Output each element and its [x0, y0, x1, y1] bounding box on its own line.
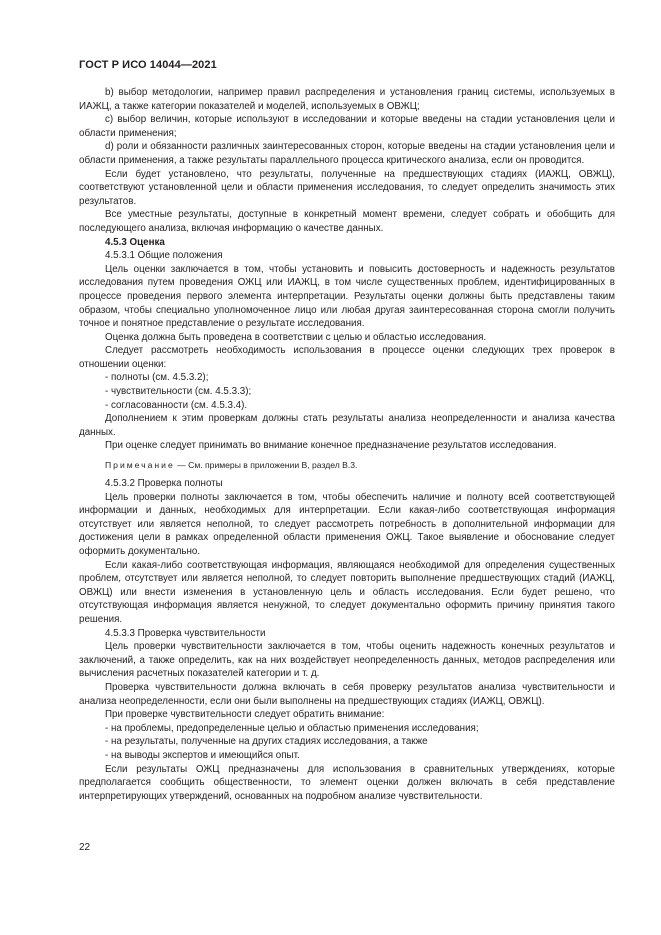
note-text: — См. примеры в приложении В, раздел В.3.: [174, 460, 358, 471]
section-4-5-3-1-title: 4.5.3.1 Общие положения: [105, 250, 223, 262]
paragraph-final-purpose: При оценке следует принимать во внимание конечное предназначение результатов исследования.: [105, 440, 557, 452]
paragraph-collect-results: Все уместные результаты, доступные в конкретный момент времени, следует собрать и обобщить для последующего анализа, включая информацию о качестве данных.: [79, 209, 615, 234]
section-4-5-3-2-title: 4.5.3.2 Проверка полноты: [105, 478, 223, 490]
paragraph-b: b) выбор методологии, например правил распределения и установления границ системы, используемых в ИАЖЦ, а также категории показателей и моделей, используемых в ОВЖЦ;: [79, 87, 615, 112]
paragraph-uncertainty: Дополнением к этим проверкам должны стать результаты анализа неопределенности и анализа качества данных.: [79, 413, 615, 438]
list-item-check-completeness: - полноты (см. 4.5.3.2);: [105, 372, 209, 384]
document-header: ГОСТ Р ИСО 14044—2021: [79, 59, 217, 71]
paragraph-completeness-purpose: Цель проверки полноты заключается в том, чтобы обеспечить наличие и полноту всей соответствующей информации и данных, необходимых для интерпретации. Если какая-либо соответствующая информация отсутствует или является неполной, то следует рассмотреть потребность в дополнительной информации для достижения цели в рамках определенной области применения ОЖЦ. Такое выявление и обоснование следует оформить документально.: [79, 491, 615, 557]
paragraph-evaluation-scope: Оценка должна быть проведена в соответствии с целью и областью исследования.: [105, 331, 487, 343]
section-4-5-3-title: 4.5.3 Оценка: [105, 236, 165, 248]
list-item-attention-experts: - на выводы экспертов и имеющийся опыт.: [105, 749, 300, 761]
list-item-attention-problems: - на проблемы, предопределенные целью и областью применения исследования;: [105, 722, 479, 734]
list-item-check-consistency: - согласованности (см. 4.5.3.4).: [105, 399, 248, 411]
list-item-check-sensitivity: - чувствительности (см. 4.5.3.3);: [105, 386, 252, 398]
paragraph-three-checks: Следует рассмотреть необходимость использования в процессе оценки следующих трех проверок в отношении оценки:: [79, 345, 615, 370]
list-item-attention-results: - на результаты, полученные на других стадиях исследования, а также: [105, 736, 428, 748]
page-number: 22: [79, 842, 91, 853]
paragraph-significance: Если будет установлено, что результаты, полученные на предшествующих стадиях (ИАЖЦ, ОВЖЦ), соответствуют установленной цели и области применения исследования, то следует определить значимость этих результатов.: [79, 168, 615, 207]
paragraph-evaluation-purpose: Цель оценки заключается в том, чтобы установить и повысить достоверность и надежность результатов исследования путем проведения ОЖЦ или ИАЖЦ, в том числе существенных проблем, идентифицированных в процессе проведения первого элемента интерпретации. Результаты оценки должны быть представлены таким образом, чтобы специально уполномоченное лицо или любая другая заинтересованная сторона смогли получить точное и понятное представление о результате исследования.: [79, 263, 615, 330]
paragraph-c: c) выбор величин, которые используют в исследовании и которые введены на стадии установления цели и области применения;: [79, 114, 615, 139]
paragraph-sensitivity-include: Проверка чувствительности должна включать в себя проверку результатов анализа чувствительности и анализа неопределенности, если они были выполнены на предшествующих стадиях (ИАЖЦ, ОВЖЦ).: [79, 681, 615, 707]
paragraph-sensitivity-attention: При проверке чувствительности следует обратить внимание:: [105, 709, 385, 721]
document-body: [79, 86, 615, 803]
paragraph-d: d) роли и обязанности различных заинтересованных сторон, которые введены на стадии установления цели и области применения, а также результаты параллельного процесса критического анализа, если он проводится.: [79, 141, 615, 166]
note-label: Примечание: [105, 460, 175, 471]
note: [79, 459, 615, 471]
paragraph-sensitivity-purpose: Цель проверки чувствительности заключается в том, чтобы оценить надежность конечных результатов и заключений, а также определить, как на них воздействует неопределенность данных, методов распределения или вычисления расчетных показателей категории и т. д.: [79, 641, 615, 680]
section-4-5-3-3-title: 4.5.3.3 Проверка чувствительности: [105, 627, 266, 639]
paragraph-comparative-assertions: Если результаты ОЖЦ предназначены для использования в сравнительных утверждениях, которые предполагается сообщить общественности, то элемент оценки должен включать в себя представление интерпретирующих утверждений, основанных на подробном анализе чувствительности.: [79, 763, 615, 802]
paragraph-completeness-missing: Если какая-либо соответствующая информация, являющаяся необходимой для определения существенных проблем, отсутствует или является неполной, то следует повторить выполнение предшествующих стадий (ИАЖЦ, ОВЖЦ) или внести изменения в установленную цель и область исследования. Если будет решено, что отсутствующая информация является ненужной, то следует документально оформить причину принятия такого решения.: [79, 559, 615, 625]
